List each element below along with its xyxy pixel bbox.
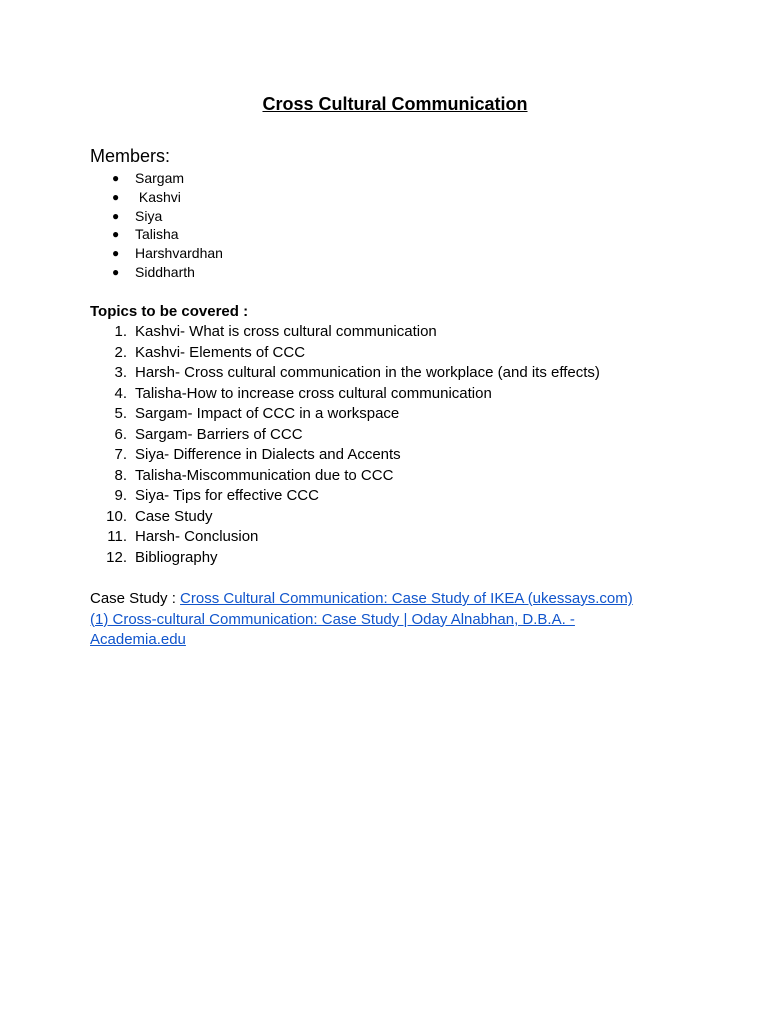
item-number: 8. [114,466,127,484]
item-number: 10. [106,507,127,525]
item-number: 1. [114,323,127,340]
list-item [90,343,600,364]
item-number: 2. [114,343,127,361]
topic-text: Sargam- Impact of CCC in a workspace [135,405,400,422]
members-heading: Members: [90,146,171,166]
list-item [90,188,223,207]
topic-text: Bibliography [135,548,218,566]
topic-text: Siya- Tips for effective CCC [135,487,319,504]
list-item [90,363,600,384]
topic-text: Kashvi- What is cross cultural communication [135,323,437,340]
case-study-label: Case Study : [90,590,181,607]
list-item [90,322,600,343]
bullet-icon: ● [112,171,120,185]
bullet-icon: ● [112,246,120,261]
item-number: 9. [114,487,127,504]
list-item [90,548,600,569]
member-name: Kashvi [135,188,181,205]
ikea-case-study-link[interactable]: Cross Cultural Communication: Case Study of IKEA (ukessays.com) [180,590,633,607]
list-item [90,527,600,548]
item-number: 11. [107,528,127,545]
topics-list [90,322,600,568]
item-number: 7. [114,446,127,463]
item-number: 3. [114,364,127,381]
topics-heading: Topics to be covered : [90,303,249,320]
bullet-icon: ● [112,227,120,242]
bullet-icon: ● [112,189,120,204]
list-item [90,263,223,282]
list-item [90,225,223,244]
list-item [90,486,600,507]
member-name: Talisha [135,226,179,243]
member-name: Siya [135,207,163,224]
document-title: Cross Cultural Communication [262,94,528,114]
member-name: Siddharth [135,263,195,280]
list-item [90,466,600,487]
topic-text: Kashvi- Elements of CCC [135,343,306,361]
topic-text: Harsh- Cross cultural communication in the workplace (and its effects) [135,364,600,381]
list-item [90,507,600,528]
topic-text: Talisha-Miscommunication due to CCC [135,466,394,484]
member-name: Sargam [135,170,185,186]
bullet-icon: ● [112,208,120,223]
list-item [90,384,600,405]
member-name: Harshvardhan [135,245,223,262]
item-number: 4. [114,384,127,402]
case-study-paragraph [90,589,650,651]
list-item [90,445,600,466]
list-item [90,207,223,226]
item-number: 5. [114,405,127,422]
topic-text: Case Study [135,507,213,525]
list-item [90,169,223,188]
item-number: 6. [114,425,127,443]
list-item [90,404,600,425]
bullet-icon: ● [112,264,120,279]
topic-text: Siya- Difference in Dialects and Accents [135,446,401,463]
item-number: 12. [106,548,127,566]
topic-text: Harsh- Conclusion [135,528,259,545]
academia-case-study-link[interactable]: (1) Cross-cultural Communication: Case Study | Oday Alnabhan, D.B.A. - Academia.edu [90,610,575,648]
list-item [90,425,600,446]
topic-text: Sargam- Barriers of CCC [135,425,303,443]
topic-text: Talisha-How to increase cross cultural communication [135,384,492,402]
list-item [90,244,223,263]
members-list [90,169,223,282]
